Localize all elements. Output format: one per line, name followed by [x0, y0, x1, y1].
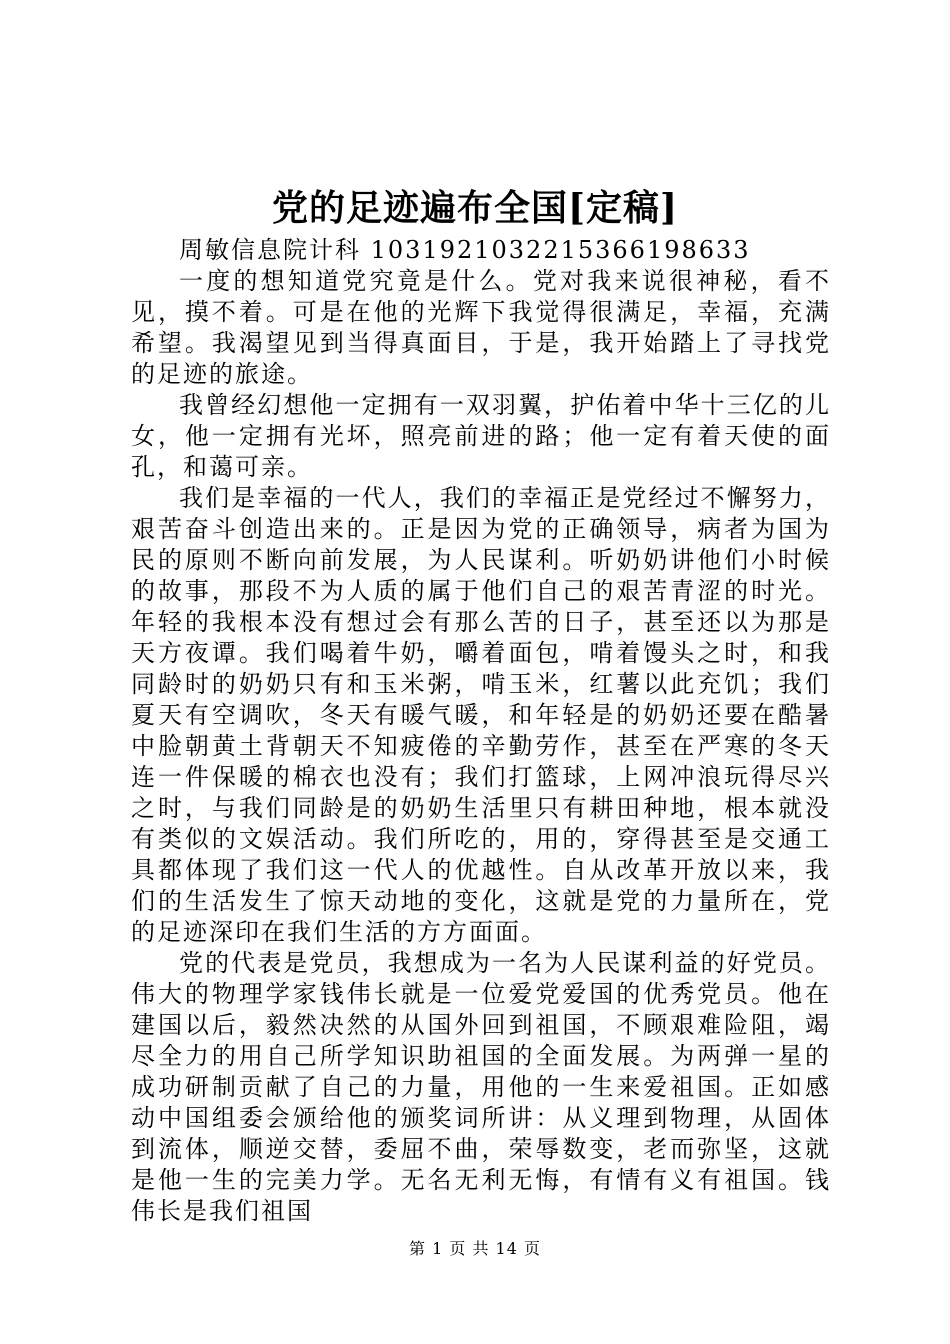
document-title: 党的足迹遍布全国[定稿] — [271, 187, 679, 229]
paragraph: 一度的想知道党究竟是什么。党对我来说很神秘，看不见，摸不着。可是在他的光辉下我觉得很满足，幸福，充满希望。我渴望见到当得真面目，于是，我开始踏上了寻找党的足迹的旅途。 — [131, 267, 831, 388]
author-line: 周敏信息院计科 1031921032215366198633 — [179, 236, 751, 264]
page-footer: 第 1 页 共 14 页 — [409, 1239, 541, 1258]
document-body — [131, 235, 831, 1227]
paragraph: 党的代表是党员，我想成为一名为人民谋利益的好党员。伟大的物理学家钱伟长就是一位爱党爱国的优秀党员。他在建国以后，毅然决然的从国外回到祖国，不顾艰难险阻，竭尽全力的用自己所学知识助祖国的全面发展。为两弹一星的成功研制贡献了自己的力量，用他的一生来爱祖国。正如感动中国组委会颁给他的颁奖词所讲：从义理到物理，从固体到流体，顺逆交替，委屈不曲，荣辱数变，老而弥坚，这就是他一生的完美力学。无名无利无悔，有情有义有祖国。钱伟长是我们祖国 — [131, 949, 831, 1225]
paragraph: 我曾经幻想他一定拥有一双羽翼，护佑着中华十三亿的儿女，他一定拥有光坏，照亮前进的路；他一定有着天使的面孔，和蔼可亲。 — [131, 391, 831, 481]
paragraph: 我们是幸福的一代人，我们的幸福正是党经过不懈努力，艰苦奋斗创造出来的。正是因为党的正确领导，病者为国为民的原则不断向前发展，为人民谋利。听奶奶讲他们小时候的故事，那段不为人质的属于他们自己的艰苦青涩的时光。年轻的我根本没有想过会有那么苦的日子，甚至还以为那是天方夜谭。我们喝着牛奶，嚼着面包，啃着馒头之时，和我同龄时的奶奶只有和玉米粥，啃玉米，红薯以此充饥；我们夏天有空调吹，冬天有暖气暖，和年轻是的奶奶还要在酷暑中脸朝黄土背朝天不知疲倦的辛勤劳作，甚至在严寒的冬天连一件保暖的棉衣也没有；我们打篮球，上网冲浪玩得尽兴之时，与我们同龄是的奶奶生活里只有耕田种地，根本就没有类似的文娱活动。我们所吃的，用的，穿得甚至是交通工具都体现了我们这一代人的优越性。自从改革开放以来，我们的生活发生了惊天动地的变化，这就是党的力量所在，党的足迹深印在我们生活的方方面面。 — [131, 484, 831, 946]
